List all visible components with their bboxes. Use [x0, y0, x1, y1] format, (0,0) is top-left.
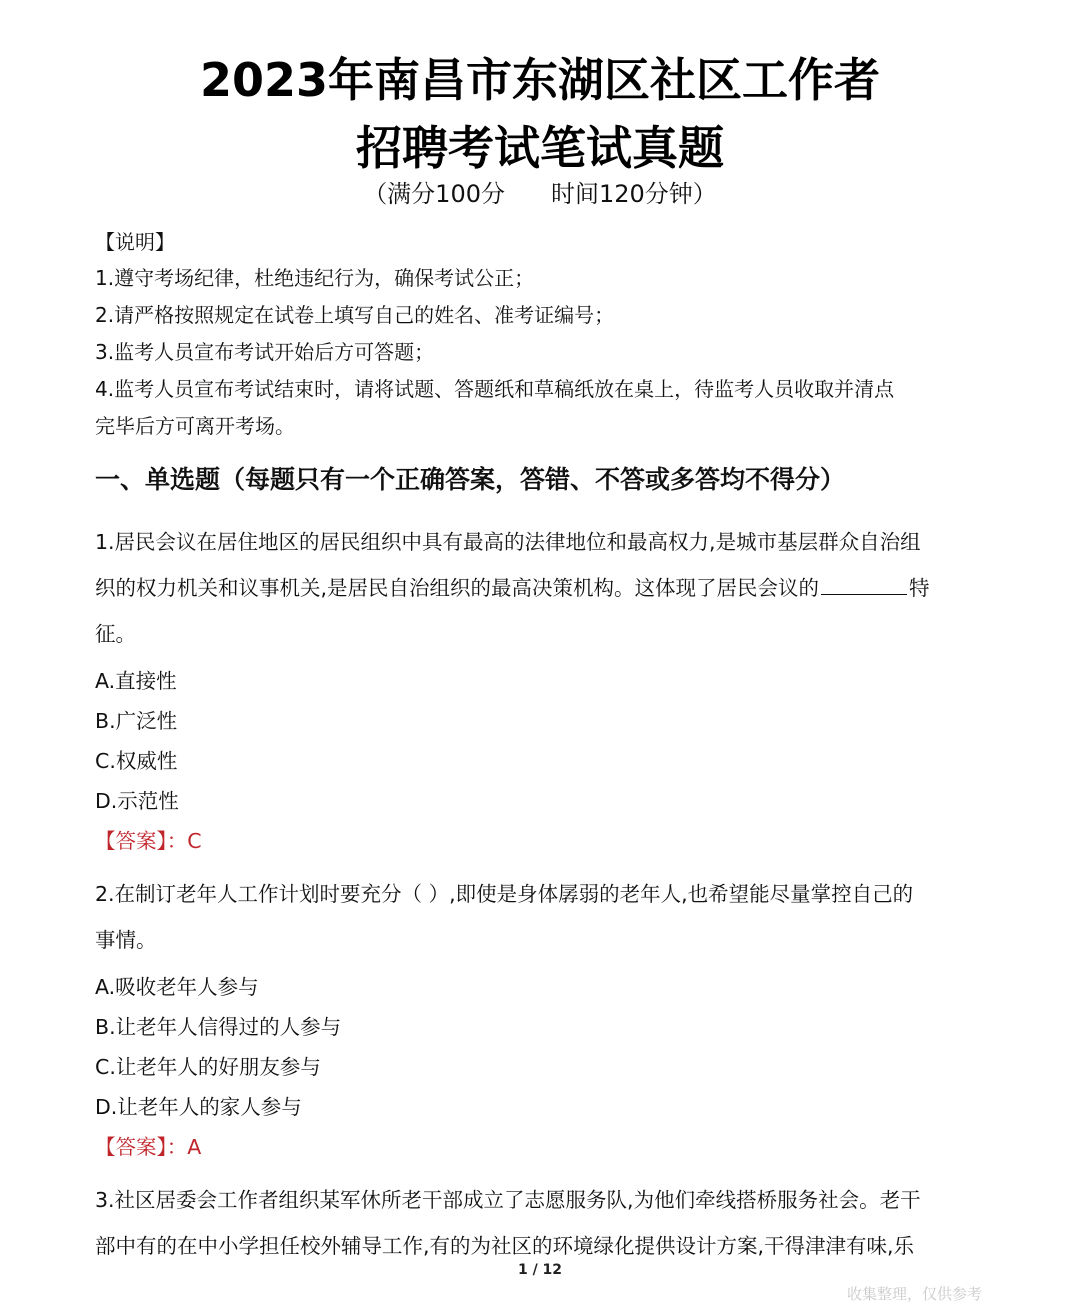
question-2-option: D.让老年人的家人参与 [95, 1095, 302, 1119]
instruction-item: 4.监考人员宣布考试结束时，请将试题、答题纸和草稿纸放在桌上，待监考人员收取并清点 [95, 377, 895, 401]
exam-duration: 时间120分钟） [551, 180, 717, 208]
watermark: 收集整理，仅供参考 [846, 1285, 982, 1303]
instruction-item: 1.遵守考场纪律，杜绝违纪行为，确保考试公正； [95, 266, 535, 290]
question-1-option: B.广泛性 [95, 709, 178, 733]
question-2-text-line: 2.在制订老年人工作计划时要充分（ ）,即使是身体孱弱的老年人,也希望能尽量掌控自己的 [95, 882, 914, 906]
question-3-text-line: 部中有的在中小学担任校外辅导工作,有的为社区的环境绿化提供设计方案,干得津津有味,乐 [95, 1234, 915, 1258]
question-2-option: C.让老年人的好朋友参与 [95, 1055, 321, 1079]
full-score: （满分100分 [363, 180, 505, 208]
question-1-text-line [95, 571, 985, 601]
question-2-option: A.吸收老年人参与 [95, 975, 259, 999]
question-1-option: A.直接性 [95, 669, 177, 693]
exam-meta [0, 174, 1080, 209]
page-number: 1 / 12 [517, 1262, 563, 1278]
question-1-text-line: 1.居民会议在居住地区的居民组织中具有最高的法律地位和最高权力,是城市基层群众自治组 [95, 530, 921, 554]
instruction-item: 3.监考人员宣布考试开始后方可答题； [95, 340, 435, 364]
question-2-option: B.让老年人信得过的人参与 [95, 1015, 342, 1039]
question-1-option: C.权威性 [95, 749, 178, 773]
document-title-line1: 2023年南昌市东湖区社区工作者 [199, 53, 881, 107]
section-heading: 一、单选题（每题只有一个正确答案，答错、不答或多答均不得分） [95, 465, 846, 494]
question-1-text-line: 征。 [95, 622, 136, 646]
fill-blank [821, 574, 907, 595]
question-1-option: D.示范性 [95, 789, 179, 813]
instructions-heading: 【说明】 [95, 230, 175, 254]
question-2-text-line: 事情。 [95, 928, 157, 952]
instruction-item: 完毕后方可离开考场。 [95, 414, 295, 438]
question-1-text-segment: 织的权力机关和议事机关,是居民自治组织的最高决策机构。这体现了居民会议的 [95, 576, 820, 600]
question-1-text-segment: 特 [909, 576, 930, 600]
instruction-item: 2.请严格按照规定在试卷上填写自己的姓名、准考证编号； [95, 303, 615, 327]
question-2-answer: 【答案】：A [95, 1135, 202, 1159]
question-1-answer: 【答案】：C [95, 829, 202, 853]
question-3-text-line: 3.社区居委会工作者组织某军休所老干部成立了志愿服务队,为他们牵线搭桥服务社会。老干 [95, 1188, 921, 1212]
document-title-line2: 招聘考试笔试真题 [356, 121, 724, 175]
